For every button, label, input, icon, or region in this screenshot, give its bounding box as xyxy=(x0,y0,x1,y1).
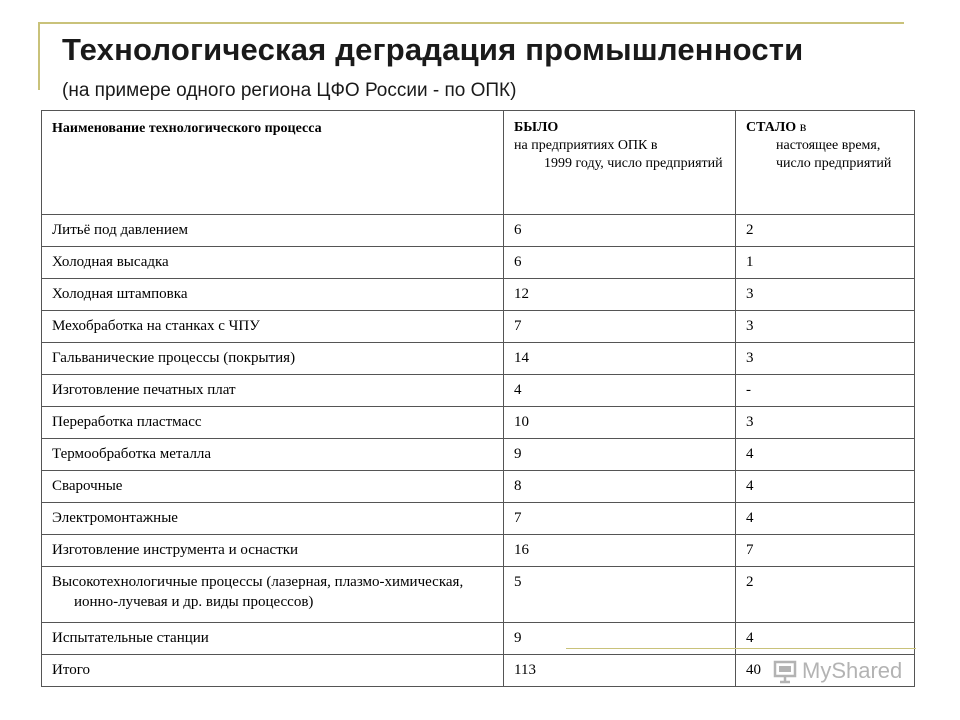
count-before: 9 xyxy=(504,623,736,655)
presentation-icon xyxy=(772,658,798,684)
count-after: 2 xyxy=(736,215,915,247)
table-header-row xyxy=(42,111,915,215)
count-before: 113 xyxy=(504,655,736,687)
count-after: 3 xyxy=(736,279,915,311)
slide-subtitle: (на примере одного региона ЦФО России - по ОПК) xyxy=(62,80,517,101)
count-before: 16 xyxy=(504,535,736,567)
count-before: 5 xyxy=(504,567,736,623)
table-row xyxy=(42,535,915,567)
table-row xyxy=(42,247,915,279)
count-before: 6 xyxy=(504,247,736,279)
count-after: 4 xyxy=(736,623,915,655)
process-name: Переработка пластмасс xyxy=(42,407,504,439)
process-name: Итого xyxy=(42,655,504,687)
table-row xyxy=(42,503,915,535)
count-before: 4 xyxy=(504,375,736,407)
count-before: 8 xyxy=(504,471,736,503)
header-before xyxy=(504,111,736,215)
header-before-label: БЫЛО xyxy=(514,120,559,135)
table-row xyxy=(42,439,915,471)
count-before: 12 xyxy=(504,279,736,311)
header-after-sub-2: настоящее время, число предприятий xyxy=(776,138,892,171)
count-after: 4 xyxy=(736,471,915,503)
header-before-sub-1: на предприятиях ОПК в xyxy=(514,138,658,153)
process-name: Высокотехнологичные процессы (лазерная, плазмо-химическая, ионно-лучевая и др. виды процессов) xyxy=(42,567,504,623)
table-row xyxy=(42,375,915,407)
accent-line-top xyxy=(38,22,904,24)
process-name: Испытательные станции xyxy=(42,623,504,655)
count-after: 3 xyxy=(736,311,915,343)
process-name: Гальванические процессы (покрытия) xyxy=(42,343,504,375)
count-after: 3 xyxy=(736,343,915,375)
header-after-label: СТАЛО xyxy=(746,120,797,135)
slide-title: Технологическая деградация промышленности xyxy=(62,32,804,67)
table-row xyxy=(42,311,915,343)
process-name: Изготовление инструмента и оснастки xyxy=(42,535,504,567)
header-after xyxy=(736,111,915,215)
process-table xyxy=(41,110,915,687)
table-row xyxy=(42,343,915,375)
count-before: 14 xyxy=(504,343,736,375)
process-name: Холодная штамповка xyxy=(42,279,504,311)
count-before: 7 xyxy=(504,311,736,343)
count-after: 4 xyxy=(736,503,915,535)
header-before-sub-2: 1999 году, число предприятий xyxy=(544,156,723,171)
count-before: 10 xyxy=(504,407,736,439)
header-after-sub-1: в xyxy=(796,120,807,135)
count-after: 2 xyxy=(736,567,915,623)
table-row xyxy=(42,279,915,311)
table-row xyxy=(42,471,915,503)
accent-line-left xyxy=(38,22,40,90)
count-after: 3 xyxy=(736,407,915,439)
accent-line-bottom xyxy=(566,648,916,649)
count-after: 4 xyxy=(736,439,915,471)
process-name: Холодная высадка xyxy=(42,247,504,279)
process-name: Литьё под давлением xyxy=(42,215,504,247)
count-after: 40 xyxy=(736,655,915,687)
count-before: 7 xyxy=(504,503,736,535)
process-name: Сварочные xyxy=(42,471,504,503)
count-before: 9 xyxy=(504,439,736,471)
table-row xyxy=(42,215,915,247)
count-before: 6 xyxy=(504,215,736,247)
header-process-name: Наименование технологического процесса xyxy=(42,111,504,215)
count-after: - xyxy=(736,375,915,407)
count-after: 1 xyxy=(736,247,915,279)
table-row xyxy=(42,623,915,655)
process-name: Изготовление печатных плат xyxy=(42,375,504,407)
watermark xyxy=(772,658,902,684)
table-row xyxy=(42,407,915,439)
count-after: 7 xyxy=(736,535,915,567)
process-name: Мехобработка на станках с ЧПУ xyxy=(42,311,504,343)
table-row xyxy=(42,567,915,623)
process-name: Электромонтажные xyxy=(42,503,504,535)
watermark-text: MyShared xyxy=(802,658,903,683)
process-name: Термообработка металла xyxy=(42,439,504,471)
